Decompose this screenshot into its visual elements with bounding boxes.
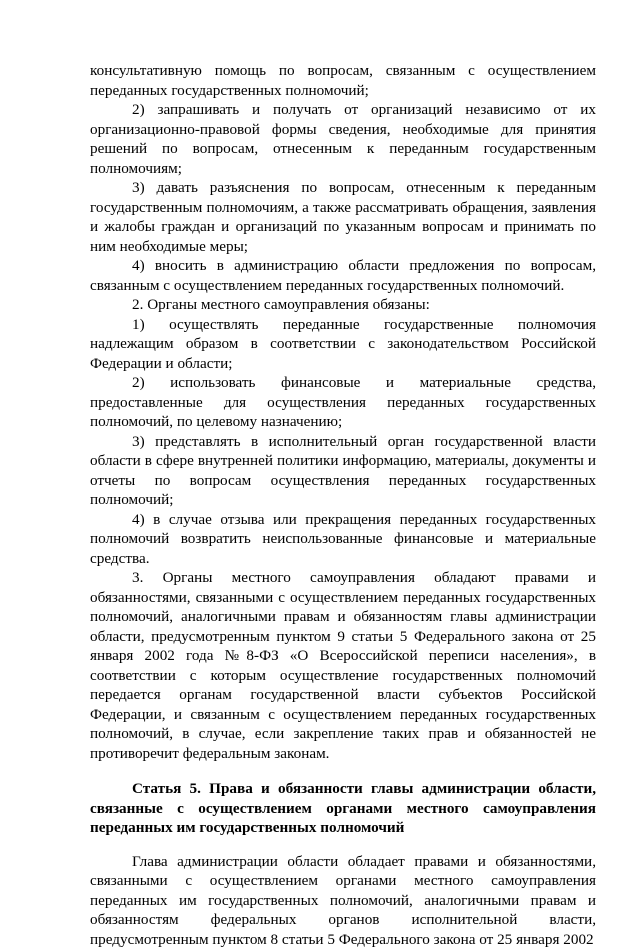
document-page — [90, 61, 596, 949]
paragraph-item-3: 3) давать разъяснения по вопросам, отнесенным к переданным государственным полномочиям, а также рассматривать обращения, заявления и жалобы граждан и организаций по указанным вопросам и принимать по ним необходимые меры; — [90, 178, 596, 256]
paragraph-section-2: 2. Органы местного самоуправления обязаны: — [90, 295, 596, 315]
paragraph-article-5: Глава администрации области обладает правами и обязанностями, связанными с осуществлением органами местного самоуправления переданных им государственных полномочий, аналогичными правам и обязанностям федеральных органов исполнительной власти, предусмотренным пунктом 8 статьи 5 Федерального закона от 25 января 2002 — [90, 852, 596, 949]
paragraph-continuation: консультативную помощь по вопросам, связанным с осуществлением переданных государственных полномочий; — [90, 61, 596, 100]
paragraph-item-4: 4) вносить в администрацию области предложения по вопросам, связанным с осуществлением переданных государственных полномочий. — [90, 256, 596, 295]
paragraph-duty-3: 3) представлять в исполнительный орган государственной власти области в сфере внутренней политики информацию, материалы, документы и отчеты по вопросам осуществления переданных государственных полномочий; — [90, 432, 596, 510]
paragraph-section-3: 3. Органы местного самоуправления обладают правами и обязанностями, связанными с осуществлением переданных государственных полномочий, аналогичными правам и обязанностям главы администрации области, предусмотренным пунктом 9 статьи 5 Федерального закона от 25 января 2002 года №8-ФЗ «О Всероссийской переписи населения», в соответствии с которым осуществление государственных полномочий передается органам государственной власти субъектов Российской Федерации, и связанным с осуществлением переданных государственных полномочий, в случае, если закрепление таких прав и обязанностей не противоречит федеральным законам. — [90, 568, 596, 763]
article-5-heading: Статья 5. Права и обязанности главы администрации области, связанные с осуществлением органами местного самоуправления переданных им государственных полномочий — [90, 779, 596, 838]
paragraph-duty-1: 1) осуществлять переданные государственные полномочия надлежащим образом в соответствии с законодательством Российской Федерации и области; — [90, 315, 596, 374]
paragraph-duty-2: 2) использовать финансовые и материальные средства, предоставленные для осуществления переданных государственных полномочий, по целевому назначению; — [90, 373, 596, 432]
paragraph-duty-4: 4) в случае отзыва или прекращения переданных государственных полномочий возвратить неиспользованные финансовые и материальные средства. — [90, 510, 596, 569]
paragraph-item-2: 2) запрашивать и получать от организаций независимо от их организационно-правовой формы сведения, необходимые для принятия решений по вопросам, отнесенным к переданным государственным полномочиям; — [90, 100, 596, 178]
